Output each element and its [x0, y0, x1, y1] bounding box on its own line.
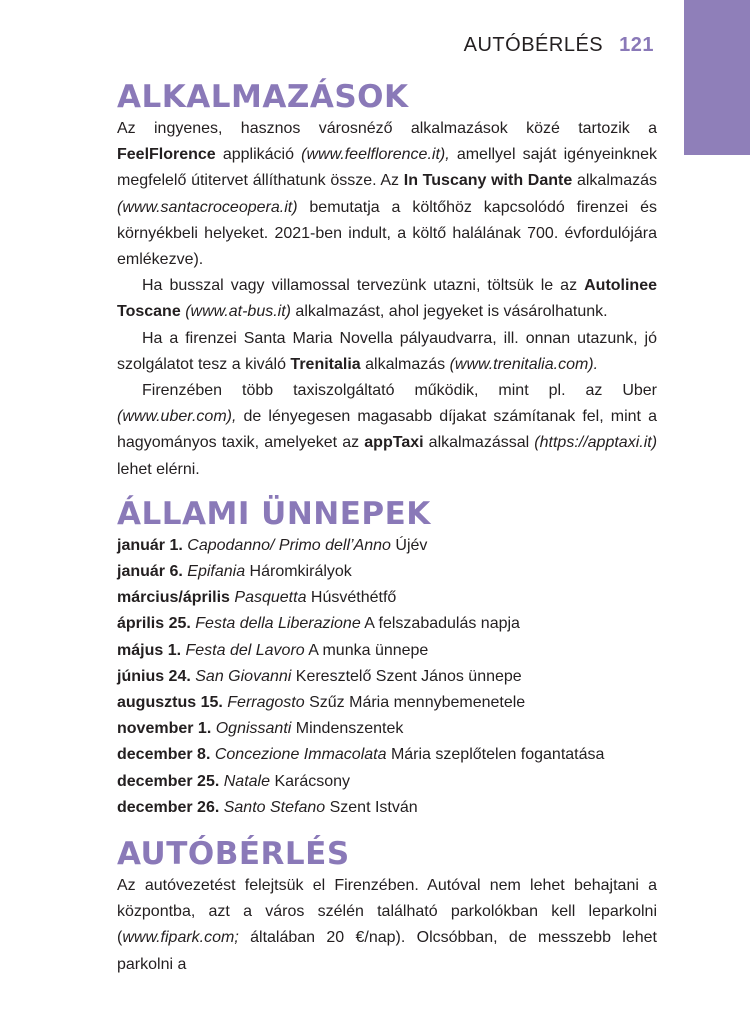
holiday-italian-name: Festa della Liberazione [195, 615, 361, 633]
holiday-hungarian-name: Keresztelő Szent János ünnepe [295, 667, 522, 685]
holiday-date: december 25. [117, 772, 220, 790]
holiday-italian-name: Concezione Immacolata [214, 746, 387, 764]
holiday-item [117, 716, 657, 742]
holiday-date: április 25. [117, 615, 191, 633]
holiday-item [117, 611, 657, 637]
holiday-item [117, 664, 657, 690]
app-name: Trenitalia [290, 355, 361, 373]
app-name: In Tuscany with Dante [403, 172, 573, 190]
app-url: (www.trenitalia.com). [449, 355, 599, 373]
holiday-italian-name: Festa del Lavoro [185, 641, 305, 659]
holiday-date: november 1. [117, 720, 212, 738]
holiday-date: december 8. [117, 746, 211, 764]
holiday-italian-name: Epifania [187, 563, 246, 581]
holiday-date: május 1. [117, 641, 182, 659]
holiday-hungarian-name: Húsvéthétfő [310, 589, 397, 607]
holiday-date: január 1. [117, 536, 183, 554]
holiday-hungarian-name: Mária szeplőtelen fogantatása [390, 746, 605, 764]
car-rental-paragraph-1: Az autóvezetést felejtsük el Firenzében. Autóval nem lehet behajtani a központba, azt a város szélén található parkolókban kell leparkolni (www.fipark.com; általában 20 €/nap). Olcsóbban, de messzebb lehet parkolni a [117, 877, 657, 973]
holiday-date: március/április [117, 589, 230, 607]
holiday-hungarian-name: A munka ünnepe [308, 641, 429, 659]
app-name: Autolinee Toscane [117, 277, 657, 321]
holiday-hungarian-name: Újév [395, 536, 428, 554]
holiday-item [117, 690, 657, 716]
running-header-title: AUTÓBÉRLÉS [463, 34, 604, 56]
holiday-item [117, 533, 657, 559]
holiday-italian-name: Ferragosto [227, 694, 305, 712]
holiday-hungarian-name: Háromkirályok [249, 563, 352, 581]
holiday-item [117, 638, 657, 664]
app-url: (www.at-bus.it) [185, 303, 291, 321]
holiday-italian-name: Natale [223, 772, 270, 790]
chapter-tab [684, 0, 750, 155]
holiday-hungarian-name: Mindenszentek [295, 720, 404, 738]
section-title-holidays: ÁLLAMI ÜNNEPEK [117, 495, 431, 532]
page-number: 121 [619, 34, 654, 56]
holiday-hungarian-name: Szűz Mária mennybemenetele [309, 694, 526, 712]
holiday-hungarian-name: A felszabadulás napja [364, 615, 520, 633]
holiday-item [117, 769, 657, 795]
holiday-item [117, 742, 657, 768]
holiday-item [117, 585, 657, 611]
app-name: appTaxi [364, 434, 424, 452]
holiday-date: december 26. [117, 798, 220, 816]
holiday-item [117, 795, 657, 821]
holiday-italian-name: Ognissanti [215, 720, 292, 738]
holiday-italian-name: Capodanno/ Primo dell’Anno [187, 536, 391, 554]
section-title-car-rental: AUTÓBÉRLÉS [117, 836, 350, 873]
running-header [464, 34, 654, 57]
holiday-date: január 6. [117, 563, 183, 581]
apps-paragraph-1: Az ingyenes, hasznos városnéző alkalmazások közé tartozik a FeelFlorence applikáció (www.feelflorence.it), amellyel saját igényeinknek megfelelő útitervet állíthatunk össze. Az In Tuscany with Dante alkalmazás (www.santacroceopera.it) bemutatja a költőhöz kapcsolódó firenzei és környékbeli helyeket. 2021-ben indult, a költő halálának 700. évfordulójára emlékezve). [117, 120, 658, 269]
apps-paragraph-2: Ha busszal vagy villamossal tervezünk utazni, töltsük le az Autolinee Toscane (www.at-bus.it) alkalmazást, ahol jegyeket is vásárolhatunk. [117, 277, 657, 321]
holiday-hungarian-name: Karácsony [274, 772, 351, 790]
holiday-date: augusztus 15. [117, 694, 223, 712]
app-url: (www.santacroceopera.it) [117, 198, 298, 216]
holiday-italian-name: Pasquetta [234, 589, 307, 607]
app-url: (https://apptaxi.it) [534, 434, 658, 452]
section-title-apps: ALKALMAZÁSOK [117, 79, 409, 115]
holiday-italian-name: San Giovanni [195, 667, 292, 685]
app-url: (www.uber.com), [117, 408, 237, 426]
app-name: FeelFlorence [117, 146, 216, 164]
apps-paragraph-4: Firenzében több taxiszolgáltató működik, mint pl. az Uber (www.uber.com), de lényegesen magasabb díjakat számítanak fel, mint a hagyományos taxik, amelyeket az appTaxi alkalmazással (https://apptaxi.it) lehet elérni. [117, 382, 658, 478]
holiday-hungarian-name: Szent István [329, 798, 418, 816]
holiday-italian-name: Santo Stefano [223, 798, 326, 816]
holiday-item [117, 559, 657, 585]
apps-paragraph-3: Ha a firenzei Santa Maria Novella pályaudvarra, ill. onnan utazunk, jó szolgálatot tesz a kiváló Trenitalia alkalmazás (www.trenitalia.com). [117, 329, 657, 373]
parking-url: www.fipark.com; [122, 929, 239, 947]
holiday-date: június 24. [117, 667, 191, 685]
app-url: (www.feelflorence.it), [301, 146, 450, 164]
holiday-list [117, 533, 657, 821]
page-content [117, 78, 657, 978]
